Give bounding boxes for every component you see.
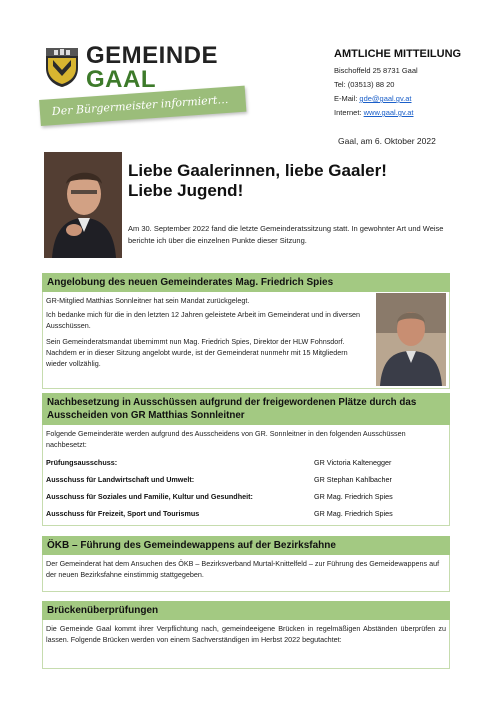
- greeting-line-1: Liebe Gaalerinnen, liebe Gaaler!: [128, 161, 387, 180]
- section-title: Brückenüberprüfungen: [47, 605, 159, 616]
- section-title: Nachbesetzung in Ausschüssen aufgrund der freigewordenen Plätze durch das Ausscheiden von GR Matthias Sonnleitner: [47, 397, 417, 421]
- committee-member: GR Mag. Friedrich Spies: [314, 492, 393, 501]
- address: Bischoffeld 25 8731 Gaal: [334, 66, 418, 75]
- section-heading-bridges: [42, 601, 450, 620]
- brand-gemeinde: GEMEINDE: [86, 42, 219, 69]
- paragraph: Der Gemeinderat hat dem Ansuchen des ÖKB – Bezirksverband Murtal-Knittelfeld – zur Führung des Gemeidewappens auf der neuen Bezirksfahne einstimmig stattgegeben.: [46, 559, 440, 579]
- official-notice-title: AMTLICHE MITTEILUNG: [334, 48, 462, 60]
- paragraph: Ich bedanke mich für die in den letzten 12 Jahren geleistete Arbeit im Gemeinderat und in diversen Ausschüssen.: [46, 310, 361, 330]
- mayor-banner-text: Der Bürgermeister informiert…: [51, 92, 229, 119]
- phone: Tel: (03513) 88 20: [334, 80, 395, 89]
- mayor-portrait: [44, 152, 122, 258]
- email-label: E-Mail:: [334, 94, 360, 103]
- paragraph: GR-Mitglied Matthias Sonnleitner hat sein Mandat zurückgelegt.: [46, 296, 250, 305]
- committee-name: Prüfungsausschuss:: [46, 458, 118, 467]
- paragraph: Folgende Gemeinderäte werden aufgrund des Ausscheidens von GR. Sonnleitner in den folgenden Ausschüssen nachbesetzt:: [46, 429, 406, 449]
- internet-line: [334, 108, 414, 118]
- committee-name: Ausschuss für Landwirtschaft und Umwelt:: [46, 475, 195, 484]
- spies-portrait: [376, 293, 446, 386]
- section-heading-oekb: [42, 536, 450, 555]
- section-title: Angelobung des neuen Gemeinderates Mag. Friedrich Spies: [47, 277, 334, 288]
- paragraph: Die Gemeinde Gaal kommt ihrer Verpflichtung nach, gemeindeeigene Brücken in regelmäßigen Abständen überprüfen zu lassen. Folgende Brücken werden von einem Sachverständigen im Herbst 2022 begutachtet:: [46, 624, 446, 644]
- intro-text: Am 30. September 2022 fand die letzte Gemeinderatssitzung statt. In gewohnter Art und Weise berichte ich über die einzelnen Punkte dieser Sitzung.: [128, 224, 444, 245]
- spies-portrait-image: [376, 293, 446, 386]
- committee-member: GR Mag. Friedrich Spies: [314, 509, 393, 518]
- email-link[interactable]: gde@gaal.gv.at: [359, 94, 412, 103]
- section-heading-swearing-in: [42, 273, 450, 292]
- section-heading-committees: [42, 393, 450, 425]
- internet-label: Internet:: [334, 108, 364, 117]
- section-title: ÖKB – Führung des Gemeindewappens auf der Bezirksfahne: [47, 540, 336, 551]
- email-line: [334, 94, 412, 104]
- date: Gaal, am 6. Oktober 2022: [338, 136, 436, 146]
- paragraph: Sein Gemeinderatsmandat übernimmt nun Mag. Friedrich Spies, Direktor der HLW Fohnsdorf. Nachdem er in dieser Sitzung angelobt wurde, ist der Gemeinderat nunmehr mit 15 Mitgliedern wieder vollzählig.: [46, 337, 348, 368]
- committee-member: GR Stephan Kahlbacher: [314, 475, 392, 484]
- greeting-heading: [128, 161, 387, 201]
- committee-name: Ausschuss für Soziales und Familie, Kultur und Gesundheit:: [46, 492, 253, 501]
- internet-link[interactable]: www.gaal.gv.at: [363, 108, 414, 117]
- committee-member: GR Victoria Kaltenegger: [314, 458, 392, 467]
- brand-gaal: GAAL: [86, 66, 156, 93]
- mayor-portrait-image: [44, 152, 122, 258]
- committee-name: Ausschuss für Freizeit, Sport und Tourismus: [46, 509, 200, 518]
- gaal-coat-of-arms-icon: [44, 46, 80, 88]
- greeting-line-2: Liebe Jugend!: [128, 181, 244, 200]
